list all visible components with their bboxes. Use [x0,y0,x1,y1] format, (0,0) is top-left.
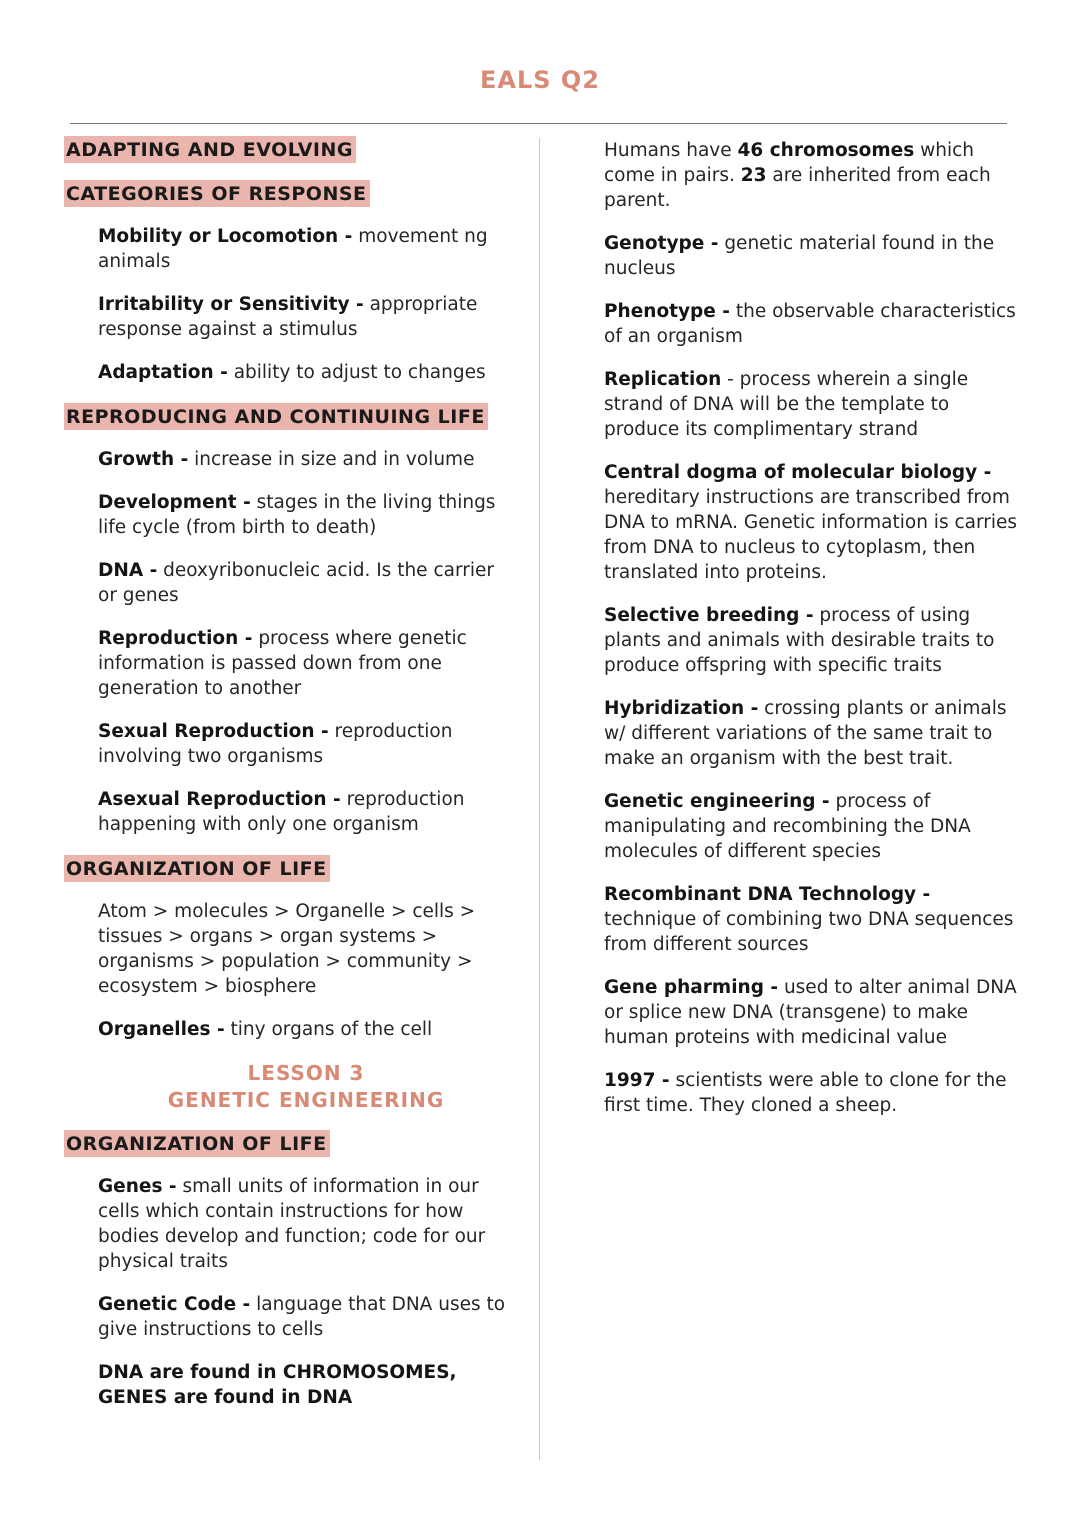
chromosomes-entry [604,138,1024,213]
definition: deoxyribonucleic acid. Is the carrier or genes [98,560,494,606]
organization-hierarchy: Atom > molecules > Organelle > cells > tissues > organs > organ systems > organisms > population > community > ecosystem > biosphere [98,901,476,997]
definition-entry [604,696,1024,771]
lesson-number: LESSON 3 [247,1061,365,1085]
definition-entry [604,1068,1024,1118]
definition-entry [98,1292,514,1342]
definition-entry [604,603,1024,678]
definition-entry [98,360,514,385]
page-title: EALS Q2 [479,66,600,94]
definition-entry [98,787,514,837]
term: Recombinant DNA Technology - [604,884,931,905]
term: Growth - [98,449,189,470]
definition: small units of information in our cells which contain instructions for how bodies develop and function; code for our physical traits [98,1176,486,1272]
term: Hybridization - [604,698,759,719]
term: Mobility or Locomotion - [98,226,353,247]
section-heading-adapting: ADAPTING AND EVOLVING [64,136,356,163]
term: Gene pharming - [604,977,779,998]
note-text: DNA are found in CHROMOSOMES, GENES are found in DNA [98,1362,457,1408]
term: DNA - [98,560,158,581]
term: Genes - [98,1176,177,1197]
definition-entry [98,558,514,608]
definition: used to alter animal DNA or splice new DNA (transgene) to make human proteins with medicinal value [604,977,1017,1048]
definition: movement ng animals [98,226,488,272]
term: Sexual Reproduction - [98,721,329,742]
term: Central dogma of molecular biology - [604,462,992,483]
definition: language that DNA uses to give instructions to cells [98,1294,506,1340]
section-heading-organization-2: ORGANIZATION OF LIFE [64,1130,330,1157]
definition: appropriate response against a stimulus [98,294,478,340]
definition: ability to adjust to changes [227,362,486,383]
column-divider [539,138,540,1460]
section-heading-organization: ORGANIZATION OF LIFE [64,855,330,882]
header-divider [70,123,1007,124]
definition-entry [604,299,1024,349]
term: Replication [604,369,722,390]
definition-entry [98,224,514,274]
term: Genetic engineering - [604,791,830,812]
definition: increase in size and in volume [188,449,475,470]
lesson-heading [98,1060,514,1114]
left-column [64,136,514,1428]
definition-entry [604,460,1024,585]
definition: process of manipulating and recombining the DNA molecules of different species [604,791,971,862]
definition-entry [604,975,1024,1050]
definition-entry [604,789,1024,864]
definition-entry [98,292,514,342]
definition: hereditary instructions are transcribed from DNA to mRNA. Genetic information is carries from DNA to nucleus to cytoplasm, then translated into proteins. [604,487,1018,583]
definition: genetic material found in the nucleus [604,233,995,279]
text: Humans have [604,140,738,161]
term: Organelles - [98,1019,225,1040]
right-column [604,138,1024,1136]
text: which come in pairs. [604,140,974,186]
term: Irritability or Sensitivity - [98,294,364,315]
definition-entry [98,490,514,540]
definition: scientists were able to clone for the first time. They cloned a sheep. [604,1070,1007,1116]
term: 46 chromosomes [737,140,915,161]
definition-entry [98,626,514,701]
definition: reproduction involving two organisms [98,721,453,767]
definition-entry [98,447,514,472]
term: 23 [740,165,767,186]
definition: technique of combining two DNA sequences from different sources [604,909,1014,955]
text: are inherited from each parent. [604,165,991,211]
term: Asexual Reproduction - [98,789,341,810]
term: Development - [98,492,251,513]
definition: stages in the living things life cycle (from birth to death) [98,492,496,538]
definition: reproduction happening with only one organism [98,789,465,835]
definition-entry [604,367,1024,442]
definition: crossing plants or animals w/ different variations of the same trait to make an organism with the best trait. [604,698,1007,769]
definition: tiny organs of the cell [224,1019,433,1040]
term: Selective breeding - [604,605,814,626]
definition: - process wherein a single strand of DNA will be the template to produce its complimentary strand [604,369,969,440]
lesson-title: GENETIC ENGINEERING [167,1088,445,1112]
definition: process of using plants and animals with desirable traits to produce offspring with specific traits [604,605,995,676]
definition-entry [98,1174,514,1274]
definition-entry [98,1017,514,1042]
section-heading-categories: CATEGORIES OF RESPONSE [64,180,370,207]
definition: process where genetic information is passed down from one generation to another [98,628,467,699]
term: Adaptation - [98,362,228,383]
term: Phenotype - [604,301,730,322]
dna-note [98,1360,514,1410]
term: 1997 - [604,1070,670,1091]
definition-entry [604,882,1024,957]
definition-entry [98,719,514,769]
section-heading-reproducing: REPRODUCING AND CONTINUING LIFE [64,403,488,430]
term: Genetic Code - [98,1294,251,1315]
definition-entry [604,231,1024,281]
definition: the observable characteristics of an organism [604,301,1016,347]
term: Genotype - [604,233,719,254]
term: Reproduction - [98,628,253,649]
